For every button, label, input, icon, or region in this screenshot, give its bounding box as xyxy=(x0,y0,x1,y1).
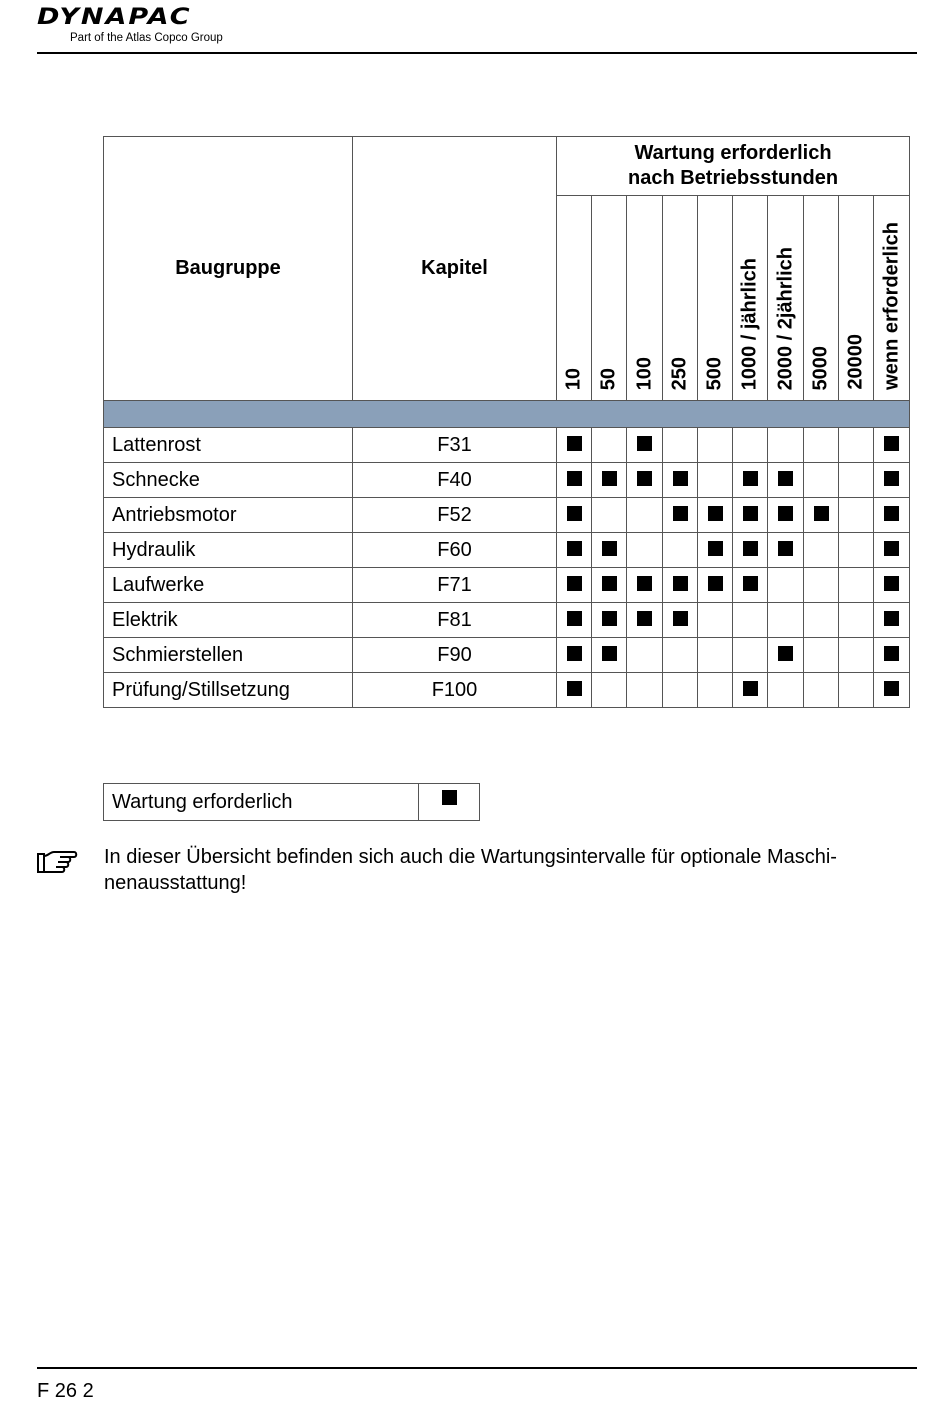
row-group: Schnecke xyxy=(104,463,353,498)
interval-cell xyxy=(733,568,768,603)
row-group: Laufwerke xyxy=(104,568,353,603)
interval-cell xyxy=(698,568,733,603)
interval-cell xyxy=(839,498,874,533)
column-header-chapter: Kapitel xyxy=(353,137,557,401)
interval-cell xyxy=(839,673,874,708)
interval-cell xyxy=(768,428,804,463)
interval-cell xyxy=(592,673,627,708)
interval-cell xyxy=(592,638,627,673)
interval-cell xyxy=(874,568,910,603)
interval-cell xyxy=(839,638,874,673)
maintenance-mark xyxy=(567,681,582,696)
interval-header-cell xyxy=(627,196,663,401)
interval-cell xyxy=(592,603,627,638)
interval-cell xyxy=(839,533,874,568)
interval-cell xyxy=(874,673,910,708)
interval-cell xyxy=(592,498,627,533)
maintenance-mark xyxy=(673,611,688,626)
interval-cell xyxy=(733,428,768,463)
interval-cell xyxy=(768,498,804,533)
interval-cell xyxy=(804,428,839,463)
maintenance-mark xyxy=(602,471,617,486)
interval-header-cell xyxy=(768,196,804,401)
row-group: Hydraulik xyxy=(104,533,353,568)
interval-cell xyxy=(627,603,663,638)
maintenance-mark xyxy=(708,541,723,556)
interval-cell xyxy=(698,673,733,708)
interval-cell xyxy=(592,533,627,568)
maintenance-mark xyxy=(743,576,758,591)
maintenance-mark xyxy=(778,471,793,486)
interval-cell xyxy=(663,428,698,463)
interval-cell xyxy=(698,638,733,673)
maintenance-mark xyxy=(778,646,793,661)
row-chapter: F100 xyxy=(353,673,557,708)
interval-cell xyxy=(768,463,804,498)
interval-cell xyxy=(874,428,910,463)
interval-cell xyxy=(804,603,839,638)
interval-cell xyxy=(733,673,768,708)
interval-cell xyxy=(839,463,874,498)
interval-group-header xyxy=(557,137,910,196)
interval-cell xyxy=(804,673,839,708)
interval-cell xyxy=(733,603,768,638)
interval-cell xyxy=(592,463,627,498)
interval-label: 500 xyxy=(703,356,726,390)
interval-cell xyxy=(874,463,910,498)
table-row xyxy=(104,638,910,673)
maintenance-mark xyxy=(637,436,652,451)
interval-cell xyxy=(663,498,698,533)
maintenance-mark xyxy=(673,471,688,486)
table-row xyxy=(104,603,910,638)
maintenance-mark xyxy=(602,541,617,556)
table-row xyxy=(104,428,910,463)
interval-cell xyxy=(592,568,627,603)
maintenance-mark xyxy=(708,576,723,591)
brand-subtitle: Part of the Atlas Copco Group xyxy=(70,32,223,44)
interval-header-cell xyxy=(804,196,839,401)
interval-header-cell xyxy=(698,196,733,401)
interval-label: 10 xyxy=(562,367,585,390)
interval-label: 100 xyxy=(633,356,655,390)
maintenance-table xyxy=(103,136,910,708)
interval-cell xyxy=(733,463,768,498)
interval-cell xyxy=(627,533,663,568)
maintenance-mark xyxy=(673,506,688,521)
interval-cell xyxy=(874,603,910,638)
interval-cell xyxy=(804,533,839,568)
row-group: Schmierstellen xyxy=(104,638,353,673)
interval-header-cell xyxy=(839,196,874,401)
legend-label: Wartung erforderlich xyxy=(104,784,419,821)
maintenance-mark xyxy=(743,681,758,696)
maintenance-mark xyxy=(884,646,899,661)
maintenance-mark xyxy=(602,611,617,626)
row-chapter: F71 xyxy=(353,568,557,603)
interval-cell xyxy=(557,673,592,708)
table-row xyxy=(104,463,910,498)
maintenance-mark xyxy=(884,541,899,556)
row-chapter: F90 xyxy=(353,638,557,673)
interval-cell xyxy=(627,638,663,673)
table-band xyxy=(104,401,910,428)
interval-label: wenn erforderlich xyxy=(880,222,903,390)
interval-cell xyxy=(627,463,663,498)
maintenance-mark xyxy=(884,681,899,696)
column-header-group: Baugruppe xyxy=(104,137,353,401)
table-row xyxy=(104,498,910,533)
interval-label: 1000 / jährlich xyxy=(738,257,761,390)
maintenance-mark xyxy=(637,576,652,591)
interval-cell xyxy=(768,568,804,603)
dynapac-logo xyxy=(37,4,223,44)
page-number: F 26 2 xyxy=(37,1380,94,1402)
footer-rule xyxy=(37,1367,917,1369)
interval-cell xyxy=(768,673,804,708)
interval-cell xyxy=(874,498,910,533)
maintenance-mark xyxy=(567,471,582,486)
interval-cell xyxy=(874,533,910,568)
maintenance-mark xyxy=(602,576,617,591)
interval-cell xyxy=(557,463,592,498)
header-rule xyxy=(37,52,917,54)
interval-cell xyxy=(804,463,839,498)
interval-cell xyxy=(698,603,733,638)
row-group: Prüfung/Stillsetzung xyxy=(104,673,353,708)
interval-cell xyxy=(698,533,733,568)
maintenance-mark xyxy=(884,436,899,451)
interval-cell xyxy=(663,568,698,603)
interval-cell xyxy=(874,638,910,673)
row-chapter: F60 xyxy=(353,533,557,568)
maintenance-mark xyxy=(814,506,829,521)
interval-cell xyxy=(804,498,839,533)
interval-cell xyxy=(839,603,874,638)
interval-cell xyxy=(804,638,839,673)
maintenance-mark xyxy=(637,471,652,486)
maintenance-mark xyxy=(567,436,582,451)
interval-cell xyxy=(733,498,768,533)
interval-group-label: Wartung erforderlich nach Betriebsstunden xyxy=(628,142,839,189)
row-chapter: F40 xyxy=(353,463,557,498)
interval-cell xyxy=(768,638,804,673)
maintenance-mark xyxy=(778,541,793,556)
interval-cell xyxy=(733,533,768,568)
interval-cell xyxy=(627,428,663,463)
row-group: Lattenrost xyxy=(104,428,353,463)
maintenance-mark xyxy=(567,506,582,521)
interval-cell xyxy=(663,603,698,638)
interval-cell xyxy=(698,498,733,533)
maintenance-mark xyxy=(708,506,723,521)
maintenance-mark xyxy=(743,541,758,556)
interval-header-cell xyxy=(557,196,592,401)
interval-cell xyxy=(768,533,804,568)
table-row xyxy=(104,673,910,708)
maintenance-mark xyxy=(884,611,899,626)
interval-cell xyxy=(663,673,698,708)
interval-label: 250 xyxy=(668,356,691,390)
maintenance-mark xyxy=(743,471,758,486)
interval-label: 2000 / 2jährlich xyxy=(774,246,796,390)
interval-cell xyxy=(768,603,804,638)
note-text: In dieser Übersicht befinden sich auch die Wartungsintervalle für optionale Maschi-nenausstattung! xyxy=(104,846,837,894)
interval-cell xyxy=(663,463,698,498)
interval-cell xyxy=(839,568,874,603)
interval-cell xyxy=(627,498,663,533)
interval-cell xyxy=(557,568,592,603)
maintenance-mark xyxy=(567,611,582,626)
brand-wordmark: DYNAPAC xyxy=(37,4,192,30)
interval-cell xyxy=(627,673,663,708)
interval-header-cell xyxy=(663,196,698,401)
interval-cell xyxy=(592,428,627,463)
maintenance-mark xyxy=(567,646,582,661)
pointing-hand-icon xyxy=(36,848,78,876)
maintenance-mark xyxy=(442,790,457,805)
maintenance-mark xyxy=(637,611,652,626)
table-row xyxy=(104,533,910,568)
maintenance-mark xyxy=(743,506,758,521)
interval-header-cell xyxy=(874,196,910,401)
interval-label: 20000 xyxy=(844,334,867,390)
interval-cell xyxy=(557,498,592,533)
maintenance-mark xyxy=(567,541,582,556)
interval-cell xyxy=(557,638,592,673)
interval-cell xyxy=(698,463,733,498)
interval-cell xyxy=(733,638,768,673)
interval-cell xyxy=(557,603,592,638)
row-chapter: F31 xyxy=(353,428,557,463)
maintenance-mark xyxy=(884,506,899,521)
row-chapter: F81 xyxy=(353,603,557,638)
table-row xyxy=(104,568,910,603)
maintenance-mark xyxy=(884,576,899,591)
maintenance-mark xyxy=(778,506,793,521)
interval-cell xyxy=(839,428,874,463)
interval-cell xyxy=(663,533,698,568)
interval-label: 50 xyxy=(597,367,620,390)
interval-cell xyxy=(557,428,592,463)
interval-label: 5000 xyxy=(809,345,832,390)
interval-cell xyxy=(557,533,592,568)
maintenance-mark xyxy=(673,576,688,591)
row-chapter: F52 xyxy=(353,498,557,533)
maintenance-mark xyxy=(884,471,899,486)
interval-cell xyxy=(804,568,839,603)
interval-cell xyxy=(663,638,698,673)
legend-table xyxy=(103,783,480,821)
row-group: Antriebsmotor xyxy=(104,498,353,533)
legend-mark-cell xyxy=(419,784,480,821)
maintenance-mark xyxy=(567,576,582,591)
maintenance-mark xyxy=(602,646,617,661)
interval-cell xyxy=(698,428,733,463)
interval-header-cell xyxy=(592,196,627,401)
interval-cell xyxy=(627,568,663,603)
row-group: Elektrik xyxy=(104,603,353,638)
interval-header-cell xyxy=(733,196,768,401)
